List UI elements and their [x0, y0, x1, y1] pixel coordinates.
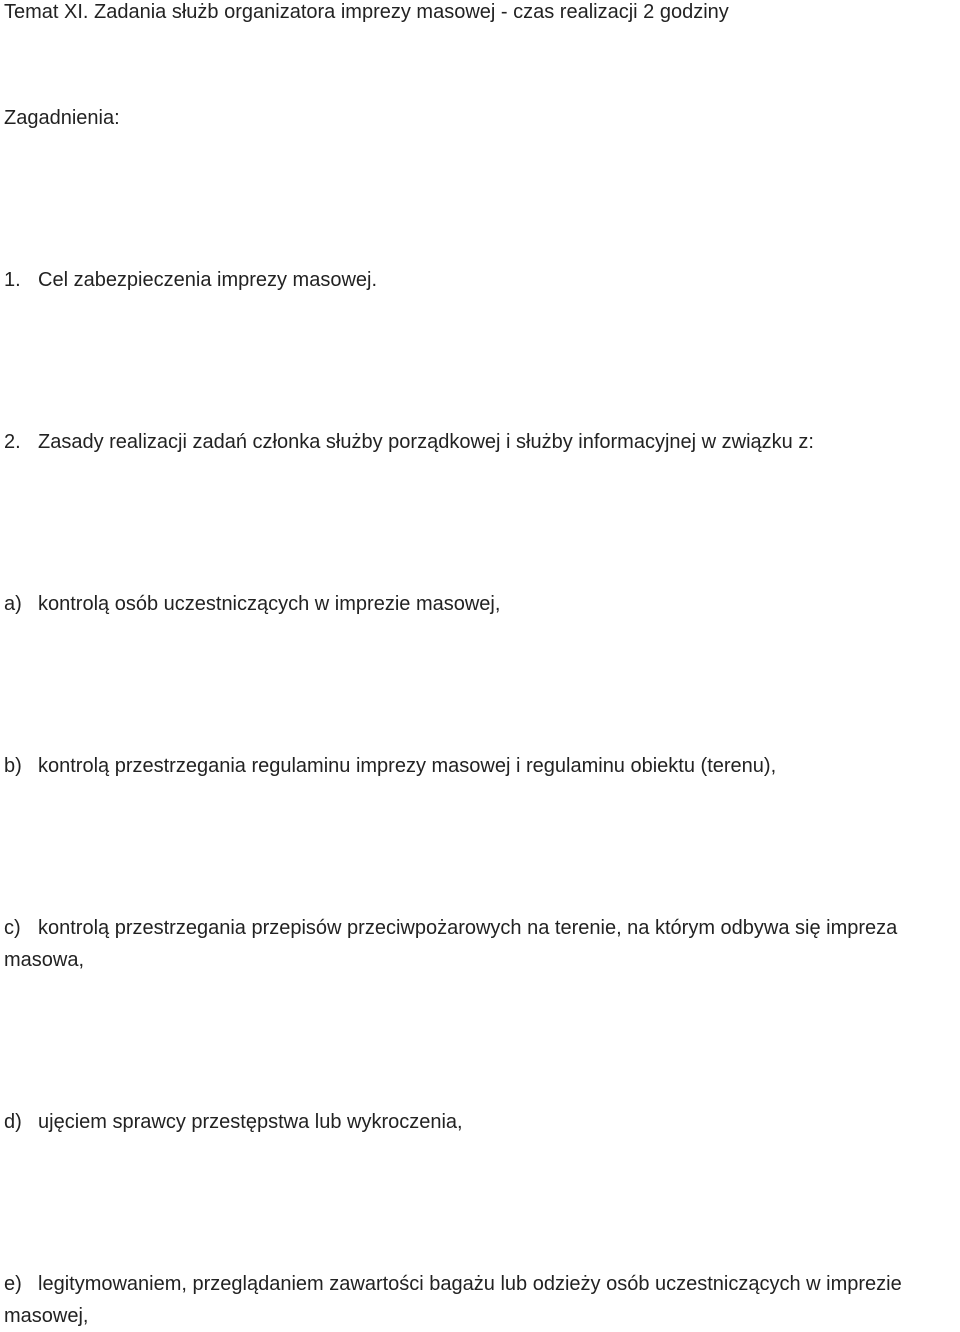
- subitem-d: [4, 1106, 463, 1138]
- topic-text: Zasady realizacji zadań członka służby porządkowej i służby informacyjnej w związku z:: [38, 431, 814, 453]
- topic-item-1: [4, 264, 377, 296]
- subitem-text: legitymowaniem, przeglądaniem zawartości bagażu lub odzieży osób uczestniczących w imprezie masowej,: [4, 1273, 902, 1327]
- subitem-e: [4, 1268, 956, 1332]
- subitem-label: a): [4, 593, 22, 615]
- topic-text: Cel zabezpieczenia imprezy masowej.: [38, 269, 378, 291]
- subitem-text: ujęciem sprawcy przestępstwa lub wykroczenia,: [38, 1111, 463, 1133]
- subitem-text: kontrolą osób uczestniczących w imprezie masowej,: [38, 593, 501, 615]
- topic-number: 1.: [4, 269, 21, 291]
- subitem-label: e): [4, 1273, 22, 1295]
- subitem-label: d): [4, 1111, 22, 1133]
- document-title: Temat XI. Zadania służb organizatora imprezy masowej - czas realizacji 2 godziny: [4, 1, 729, 23]
- subitem-a: [4, 588, 500, 620]
- subitem-label: b): [4, 755, 22, 777]
- topic-number: 2.: [4, 431, 21, 453]
- subitem-c: [4, 912, 956, 976]
- subitem-b: [4, 750, 776, 782]
- topic-item-2: [4, 426, 814, 458]
- section-heading: Zagadnienia:: [4, 107, 120, 129]
- subitem-text: kontrolą przestrzegania przepisów przeciwpożarowych na terenie, na którym odbywa się impreza masowa,: [4, 917, 898, 971]
- subitem-label: c): [4, 917, 21, 939]
- subitem-text: kontrolą przestrzegania regulaminu imprezy masowej i regulaminu obiektu (terenu),: [38, 755, 777, 777]
